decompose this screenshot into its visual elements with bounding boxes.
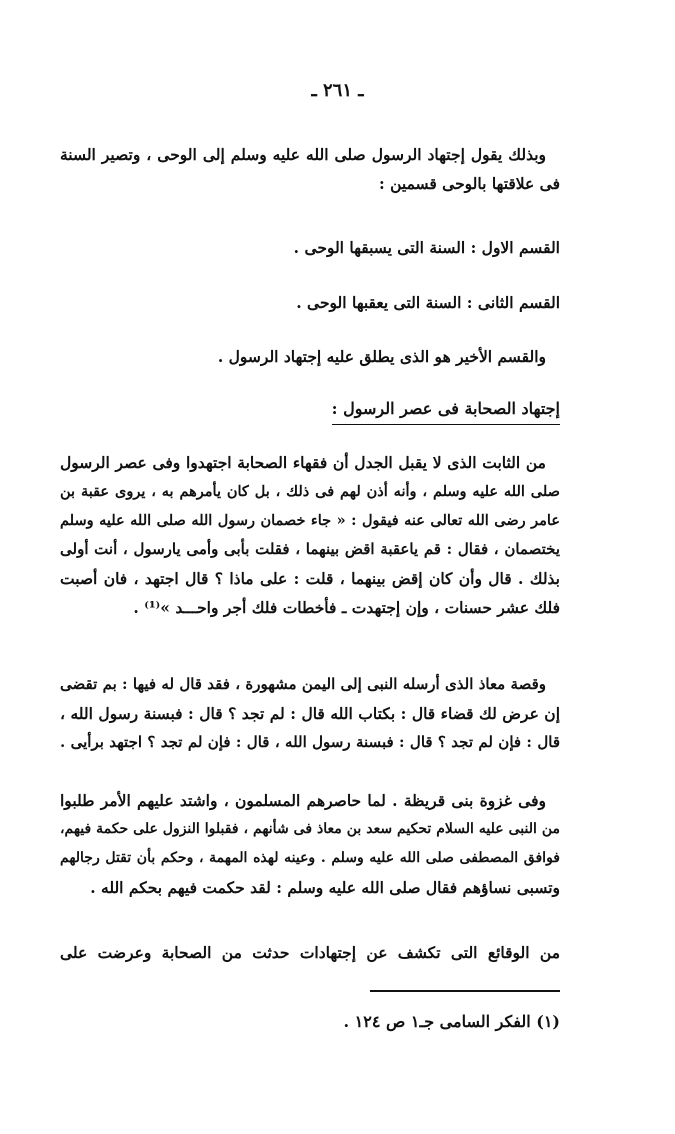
text-line: من الثابت الذى لا يقبل الجدل أن فقهاء الصحابة اجتهدوا وفى عصر الرسول — [60, 453, 546, 472]
text-line: وبذلك يقول إجتهاد الرسول صلى الله عليه وسلم إلى الوحى ، وتصير السنة — [60, 145, 546, 164]
heading-text: إجتهاد الصحابة فى عصر الرسول : — [332, 396, 560, 425]
text-line: القسم الاول : السنة التى يسبقها الوحى . — [293, 238, 560, 257]
footnote-divider — [370, 990, 560, 992]
text-line: وقصة معاذ الذى أرسله النبى إلى اليمن مشهورة ، فقد قال له فيها : بم تقضى — [60, 675, 546, 693]
paragraph-last-section — [60, 342, 560, 371]
text-line: من النبى عليه السلام تحكيم سعد بن معاذ فى شأنهم ، فقبلوا النزول على حكمة فيهم، — [60, 821, 560, 837]
paragraph-muadh — [60, 670, 560, 757]
text-line: من الوقائع التى تكشف عن إجتهادات حدثت من الصحابة وعرضت على — [60, 943, 560, 962]
paragraph-incidents — [60, 938, 560, 967]
paragraph-companions — [60, 448, 560, 622]
footnote: (١) الفكر السامى جـ١ ص ١٢٤ . — [343, 1012, 560, 1031]
paragraph-intro — [60, 140, 560, 198]
text-line: بذلك . قال وأن كان إقض بينهما ، قلت : على ماذا ؟ قال اجتهد ، فان أصبت — [60, 569, 560, 588]
page-number: ـ ٢٦١ ـ — [311, 80, 364, 101]
text-line: يختصمان ، فقال : قم ياعقبة اقض بينهما ، فقلت بأبى وأمى يارسول ، أنت أولى — [60, 540, 560, 558]
text-line: عامر رضى الله تعالى عنه فيقول : « جاء خصمان رسول الله صلى الله عليه وسلم — [60, 512, 560, 529]
text-line: القسم الثانى : السنة التى يعقبها الوحى . — [296, 293, 560, 312]
text-line: صلى الله عليه وسلم ، وأنه أذن لهم فى ذلك ، بل كان يأمرهم به ، يروى عقبة بن — [60, 483, 560, 500]
section-heading — [60, 396, 560, 425]
text-line: قال : فإن لم تجد ؟ قال : فبسنة رسول الله ، قال : فإن لم تجد ؟ اجتهد برأيى . — [60, 733, 560, 751]
text-line: فوافق المصطفى صلى الله عليه وسلم . وعينه لهذه المهمة ، وحكم بأن تقتل رجالهم — [60, 850, 560, 866]
section-second — [60, 288, 560, 317]
text-line: وفى غزوة بنى قريظة . لما حاصرهم المسلمون ، واشتد عليهم الأمر طلبوا — [60, 791, 546, 810]
section-first — [60, 233, 560, 262]
text-line: وتسبى نساؤهم فقال صلى الله عليه وسلم : لقد حكمت فيهم بحكم الله . — [90, 878, 560, 897]
text-line: إن عرض لك قضاء قال : بكتاب الله قال : لم تجد ؟ قال : فبسنة رسول الله ، — [60, 704, 560, 723]
text-line: فلك عشر حسنات ، وإن إجتهدت ـ فأخطات فلك أجر واحـــد »⁽¹⁾ . — [133, 598, 560, 617]
paragraph-qurayza — [60, 786, 560, 902]
text-line: والقسم الأخير هو الذى يطلق عليه إجتهاد الرسول . — [217, 347, 546, 366]
text-line: فى علاقتها بالوحى قسمين : — [378, 174, 560, 193]
